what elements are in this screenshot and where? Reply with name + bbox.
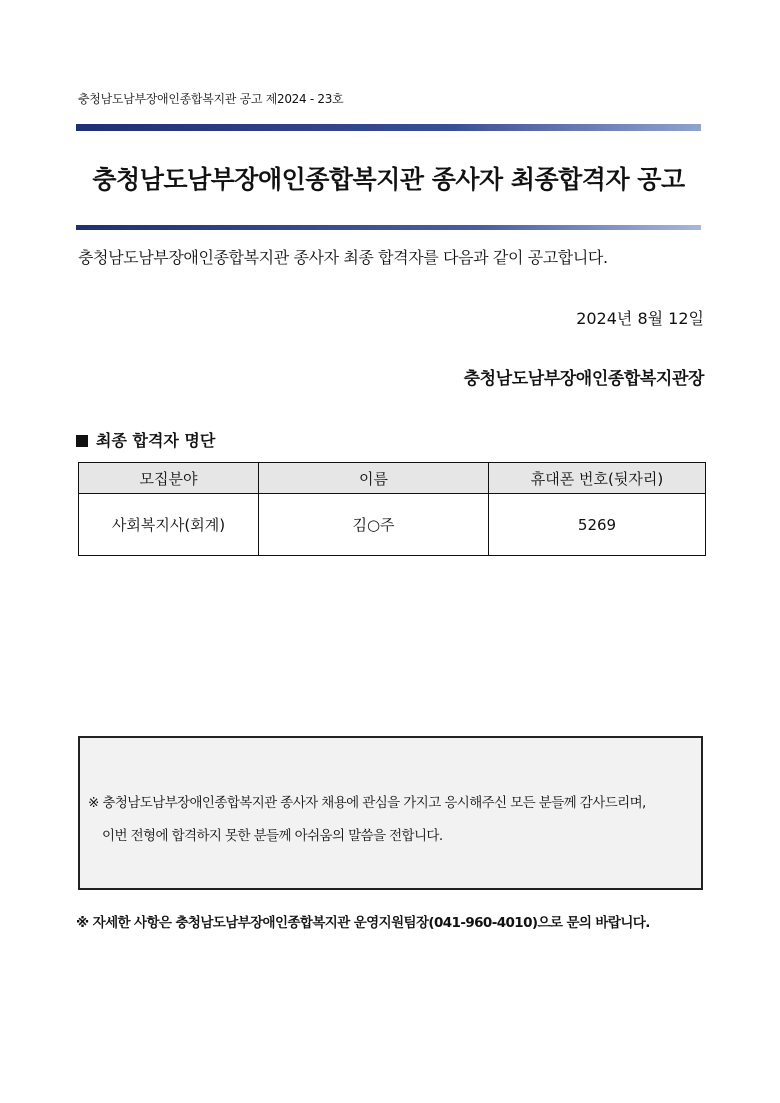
thanks-line-1: ※ 충청남도남부장애인종합복지관 종사자 채용에 관심을 가지고 응시해주신 모든 분들께 감사드리며, — [88, 795, 646, 811]
table-header-row — [79, 463, 706, 494]
thanks-notice-box — [78, 736, 703, 890]
title-bottom-rule — [76, 225, 701, 230]
column-header-field: 모집분야 — [79, 463, 259, 494]
contact-note: ※ 자세한 사항은 충청남도남부장애인종합복지관 운영지원팀장(041-960-4010)으로 문의 바랍니다. — [76, 915, 650, 931]
section-heading-text: 최종 합격자 명단 — [96, 431, 216, 450]
issuer-name: 충청남도남부장애인종합복지관장 — [463, 369, 704, 389]
cell-phone: 5269 — [489, 494, 706, 556]
title-top-rule — [76, 124, 701, 131]
square-bullet-icon — [76, 435, 88, 447]
cell-name: 김○주 — [259, 494, 489, 556]
table-row — [79, 494, 706, 556]
intro-text: 충청남도남부장애인종합복지관 종사자 최종 합격자를 다음과 같이 공고합니다. — [78, 248, 608, 267]
notice-number: 충청남도남부장애인종합복지관 공고 제2024 - 23호 — [78, 92, 344, 106]
column-header-phone: 휴대폰 번호(뒷자리) — [489, 463, 706, 494]
cell-field: 사회복지사(회계) — [79, 494, 259, 556]
successful-candidates-table — [78, 462, 706, 556]
column-header-name: 이름 — [259, 463, 489, 494]
thanks-line-2: 이번 전형에 합격하지 못한 분들께 아쉬움의 말씀을 전합니다. — [102, 828, 443, 844]
announcement-date: 2024년 8월 12일 — [576, 309, 704, 328]
section-heading — [76, 428, 215, 451]
document-title: 충청남도남부장애인종합복지관 종사자 최종합격자 공고 — [92, 165, 685, 194]
